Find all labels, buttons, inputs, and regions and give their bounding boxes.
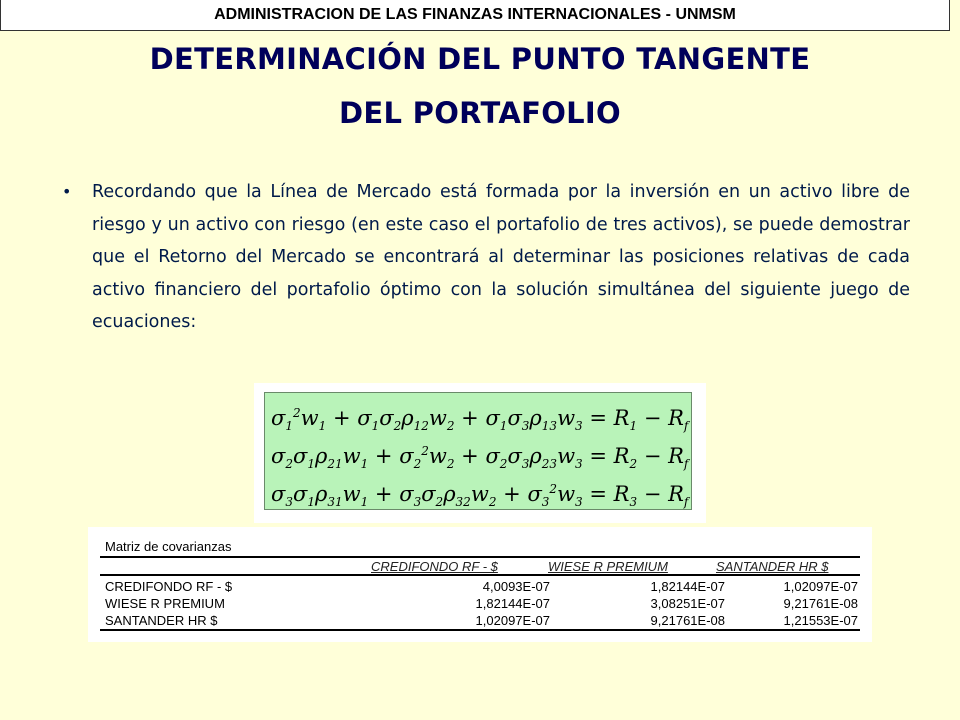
column-header: CREDIFONDO RF - $: [371, 559, 498, 574]
table-row: [88, 613, 872, 629]
equation-system: [264, 392, 692, 510]
row-label: WIESE R PREMIUM: [105, 596, 225, 611]
covariance-table: [88, 527, 872, 642]
slide-title-line1: DETERMINACIÓN DEL PUNTO TANGENTE: [149, 42, 811, 76]
table-cell: 1,82144E-07: [650, 579, 725, 594]
table-cell: 1,02097E-07: [783, 579, 858, 594]
table-cell: 1,82144E-07: [475, 596, 550, 611]
row-label: SANTANDER HR $: [105, 613, 218, 628]
table-rule-bottom: [100, 629, 860, 631]
table-rule-top: [100, 556, 860, 558]
table-rule-header: [100, 574, 860, 576]
equation-panel: [254, 383, 706, 523]
slide-title-line2: DEL PORTAFOLIO: [339, 96, 621, 130]
table-cell: 9,21761E-08: [783, 596, 858, 611]
table-cell: 9,21761E-08: [650, 613, 725, 628]
table-cell: 1,02097E-07: [475, 613, 550, 628]
table-cell: 3,08251E-07: [650, 596, 725, 611]
course-header: ADMINISTRACION DE LAS FINANZAS INTERNACIONALES - UNMSM: [0, 0, 950, 31]
bullet-text: Recordando que la Línea de Mercado está formada por la inversión en un activo libre de riesgo y un activo con riesgo (en este caso el portafolio de tres activos), se puede demostrar que el Retorno del Mercado se encontrará al determinar las posiciones relativas de cada activo financiero del portafolio óptimo con la solución simultánea del siguiente juego de ecuaciones:: [92, 182, 910, 332]
table-row: [88, 596, 872, 612]
equation-2: $\sigma_2\sigma_1\rho_{21}w_1 + \sigma_2^2w_2 + \sigma_2\sigma_3\rho_{23}w_3 = R_2 - R_f$: [271, 444, 689, 472]
equation-3: $\sigma_3\sigma_1\rho_{31}w_1 + \sigma_3\sigma_2\rho_{32}w_2 + \sigma_3^2w_3 = R_3 - R_f$: [271, 482, 689, 510]
column-header: SANTANDER HR $: [716, 559, 829, 574]
table-row: [88, 579, 872, 595]
table-title: Matriz de covarianzas: [105, 539, 232, 554]
table-cell: 1,21553E-07: [783, 613, 858, 628]
table-cell: 4,0093E-07: [482, 579, 550, 594]
equation-1: $\sigma_1^2w_1 + \sigma_1\sigma_2\rho_{12}w_2 + \sigma_1\sigma_3\rho_{13}w_3 = R_1 - R_f$: [271, 406, 689, 434]
row-label: CREDIFONDO RF - $: [105, 579, 233, 594]
bullet-point: •: [62, 182, 72, 201]
column-header: WIESE R PREMIUM: [548, 559, 668, 574]
